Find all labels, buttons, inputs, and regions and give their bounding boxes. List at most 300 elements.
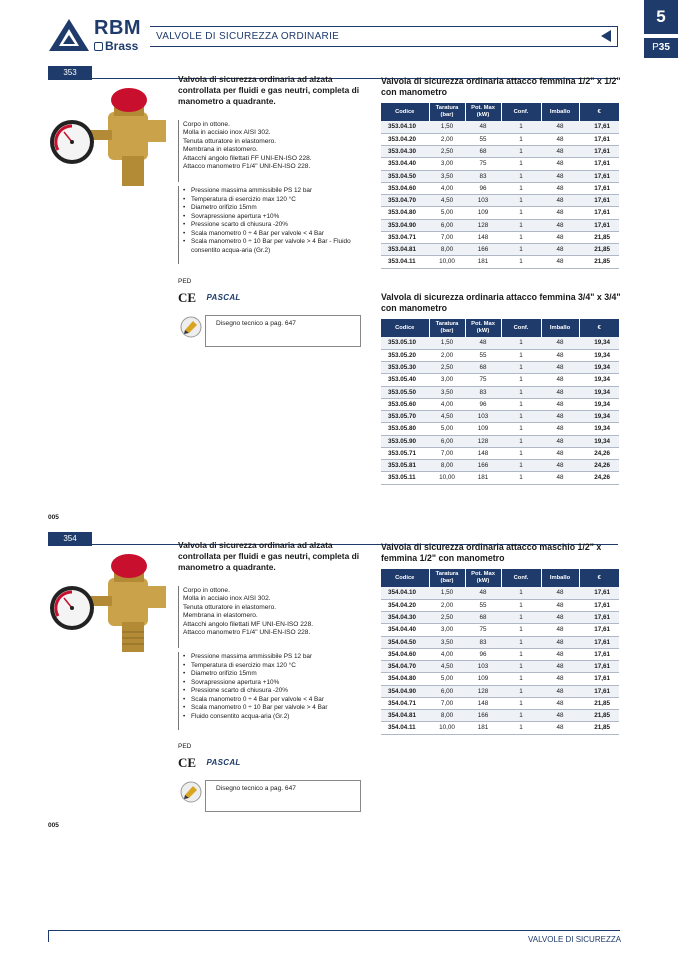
product-code-cell: 354.04.50 <box>381 636 429 648</box>
table-cell: 1,50 <box>429 587 465 599</box>
table-cell: 128 <box>465 435 501 447</box>
table-cell: 3,00 <box>429 374 465 386</box>
column-header: Pot. Max (kW) <box>465 569 501 587</box>
description-line: Tenuta otturatore in elastomero. <box>183 603 277 611</box>
table-cell: 48 <box>541 411 579 423</box>
product-code-cell: 353.05.71 <box>381 447 429 459</box>
product-code-cell: 353.05.81 <box>381 460 429 472</box>
price-cell: 17,61 <box>579 158 619 170</box>
header-rule <box>150 46 618 47</box>
table-cell: 48 <box>541 447 579 459</box>
table-row <box>381 349 619 361</box>
table-cell: 48 <box>541 697 579 709</box>
product-code-cell: 353.04.80 <box>381 207 429 219</box>
table-cell: 48 <box>541 158 579 170</box>
feature-item: • Sovrapressione apertura +10% <box>183 213 368 222</box>
price-table <box>381 569 619 735</box>
product-code-cell: 353.05.40 <box>381 374 429 386</box>
table-cell: 48 <box>541 374 579 386</box>
table-cell: 1 <box>501 398 541 410</box>
product-code-cell: 354.04.71 <box>381 697 429 709</box>
table-row <box>381 673 619 685</box>
feature-item: • Scala manometro 0 ÷ 10 Bar per valvole > 4 Bar - Fluido consentito acqua-aria (Gr.2) <box>183 238 368 255</box>
table-cell: 1 <box>501 587 541 599</box>
table-cell: 2,00 <box>429 133 465 145</box>
table-row <box>381 685 619 697</box>
table-cell: 181 <box>465 472 501 484</box>
table-cell: 166 <box>465 244 501 256</box>
table-cell: 48 <box>541 624 579 636</box>
table-cell: 1 <box>501 158 541 170</box>
table-row <box>381 158 619 170</box>
pascal-logo: PASCAL <box>206 293 241 302</box>
price-cell: 17,61 <box>579 219 619 231</box>
product-code-cell: 353.05.10 <box>381 337 429 349</box>
table-cell: 75 <box>465 158 501 170</box>
column-header: Imballo <box>541 569 579 587</box>
price-cell: 19,34 <box>579 398 619 410</box>
table-cell: 2,50 <box>429 146 465 158</box>
product-description <box>183 121 363 171</box>
price-cell: 21,85 <box>579 244 619 256</box>
table-cell: 48 <box>541 133 579 145</box>
pascal-logo: PASCAL <box>206 758 241 767</box>
table-cell: 1 <box>501 121 541 133</box>
table-cell: 4,00 <box>429 182 465 194</box>
price-cell: 21,85 <box>579 710 619 722</box>
table-cell: 109 <box>465 673 501 685</box>
chapter-number: 5 <box>644 0 678 34</box>
table-cell: 1 <box>501 710 541 722</box>
description-line: Membrana in elastomero. <box>183 612 258 620</box>
table-cell: 166 <box>465 460 501 472</box>
table-cell: 10,00 <box>429 472 465 484</box>
table-cell: 109 <box>465 423 501 435</box>
table-cell: 1 <box>501 612 541 624</box>
table-cell: 1 <box>501 472 541 484</box>
table-cell: 48 <box>541 207 579 219</box>
table-row <box>381 411 619 423</box>
table-cell: 48 <box>541 398 579 410</box>
description-line: Molla in acciaio inox AISI 302. <box>183 129 271 137</box>
table-cell: 181 <box>465 256 501 268</box>
table-cell: 48 <box>541 231 579 243</box>
table-cell: 1 <box>501 256 541 268</box>
table-row <box>381 182 619 194</box>
table-row <box>381 447 619 459</box>
brand-name: RBM <box>94 17 142 39</box>
footer-rule <box>48 930 620 931</box>
product-code-cell: 354.04.81 <box>381 710 429 722</box>
product-code-cell: 353.04.70 <box>381 195 429 207</box>
table-cell: 3,50 <box>429 386 465 398</box>
table-cell: 1 <box>501 648 541 660</box>
table-cell: 2,00 <box>429 349 465 361</box>
price-cell: 17,61 <box>579 146 619 158</box>
table-cell: 1 <box>501 349 541 361</box>
table-cell: 109 <box>465 207 501 219</box>
price-cell: 21,85 <box>579 697 619 709</box>
price-cell: 19,34 <box>579 362 619 374</box>
table-cell: 48 <box>541 349 579 361</box>
price-cell: 17,61 <box>579 121 619 133</box>
table-cell: 2,00 <box>429 599 465 611</box>
table-row <box>381 244 619 256</box>
price-cell: 17,61 <box>579 207 619 219</box>
table-cell: 1 <box>501 423 541 435</box>
product-code-cell: 354.04.30 <box>381 612 429 624</box>
description-line: Corpo in ottone. <box>183 121 230 128</box>
table-cell: 83 <box>465 386 501 398</box>
table-cell: 1 <box>501 362 541 374</box>
table-row <box>381 207 619 219</box>
ped-label: PED <box>178 278 192 285</box>
table-cell: 5,00 <box>429 673 465 685</box>
price-table <box>381 319 619 485</box>
technical-drawing-icon <box>180 781 202 803</box>
description-line: Attacchi angolo filettati MF UNI-EN-ISO 228. <box>183 620 314 628</box>
column-header: Conf. <box>501 103 541 121</box>
product-code-cell: 353.05.11 <box>381 472 429 484</box>
table-cell: 48 <box>541 386 579 398</box>
price-cell: 17,61 <box>579 624 619 636</box>
ce-mark: CE <box>178 290 197 305</box>
price-cell: 17,61 <box>579 648 619 660</box>
features-bar <box>178 186 179 264</box>
price-cell: 17,61 <box>579 170 619 182</box>
price-cell: 17,61 <box>579 182 619 194</box>
table-cell: 10,00 <box>429 722 465 734</box>
table-cell: 48 <box>541 337 579 349</box>
table-cell: 68 <box>465 362 501 374</box>
table-cell: 6,00 <box>429 685 465 697</box>
table-cell: 48 <box>541 612 579 624</box>
product-code-cell: 353.04.20 <box>381 133 429 145</box>
price-cell: 17,61 <box>579 636 619 648</box>
table-row <box>381 398 619 410</box>
table-cell: 103 <box>465 411 501 423</box>
product-code-cell: 354.04.60 <box>381 648 429 660</box>
table-cell: 48 <box>541 244 579 256</box>
price-cell: 24,26 <box>579 460 619 472</box>
table-cell: 5,00 <box>429 207 465 219</box>
table-row <box>381 386 619 398</box>
table-row <box>381 337 619 349</box>
price-cell: 17,61 <box>579 133 619 145</box>
product-code-tab: 353 <box>48 66 92 80</box>
table-cell: 7,00 <box>429 447 465 459</box>
product-code-cell: 353.05.30 <box>381 362 429 374</box>
table-cell: 96 <box>465 398 501 410</box>
table-cell: 48 <box>541 170 579 182</box>
table-cell: 1 <box>501 685 541 697</box>
table-cell: 4,50 <box>429 661 465 673</box>
section-title: VALVOLE DI SICUREZZA ORDINARIE <box>156 31 340 42</box>
table-cell: 1 <box>501 231 541 243</box>
table-cell: 148 <box>465 697 501 709</box>
product-code-cell: 354.04.11 <box>381 722 429 734</box>
table-row <box>381 648 619 660</box>
table-cell: 55 <box>465 599 501 611</box>
table-cell: 48 <box>541 472 579 484</box>
price-cell: 19,34 <box>579 386 619 398</box>
table-cell: 1 <box>501 170 541 182</box>
table-cell: 1 <box>501 386 541 398</box>
product-description <box>183 587 363 637</box>
table-cell: 48 <box>541 362 579 374</box>
feature-list <box>183 653 368 721</box>
column-header: Taratura (bar) <box>429 319 465 337</box>
table-row <box>381 722 619 734</box>
table-cell: 48 <box>541 121 579 133</box>
table-cell: 48 <box>541 710 579 722</box>
table-cell: 48 <box>541 423 579 435</box>
drawing-reference[interactable] <box>205 780 361 812</box>
table-row <box>381 133 619 145</box>
table-cell: 48 <box>541 722 579 734</box>
feature-item: • Temperatura di esercizio max 120 °C <box>183 196 368 205</box>
table-cell: 48 <box>541 599 579 611</box>
table-cell: 68 <box>465 146 501 158</box>
feature-item: • Pressione massima ammissibile PS 12 bar <box>183 187 368 196</box>
table-cell: 128 <box>465 219 501 231</box>
safety-valve-image <box>50 548 170 663</box>
table-row <box>381 256 619 268</box>
product-code-cell: 353.04.10 <box>381 121 429 133</box>
column-header: Conf. <box>501 319 541 337</box>
price-cell: 21,85 <box>579 256 619 268</box>
product-code-cell: 353.04.11 <box>381 256 429 268</box>
price-cell: 24,26 <box>579 447 619 459</box>
table-row <box>381 170 619 182</box>
description-line: Attacchi angolo filettati FF UNI-EN-ISO 228. <box>183 154 312 162</box>
product-code-cell: 353.04.81 <box>381 244 429 256</box>
footer-title: VALVOLE DI SICUREZZA <box>528 935 622 944</box>
table-cell: 1 <box>501 722 541 734</box>
table-row <box>381 195 619 207</box>
table-cell: 68 <box>465 612 501 624</box>
technical-drawing-icon <box>180 316 202 338</box>
product-code-cell: 353.04.60 <box>381 182 429 194</box>
feature-item: • Temperatura di esercizio max 120 °C <box>183 662 368 671</box>
column-header: Codice <box>381 103 429 121</box>
table-row <box>381 587 619 599</box>
table-cell: 4,00 <box>429 648 465 660</box>
table-row <box>381 362 619 374</box>
description-line: Membrana in elastomero. <box>183 146 258 154</box>
product-code-cell: 353.04.40 <box>381 158 429 170</box>
table-cell: 55 <box>465 349 501 361</box>
table-row <box>381 636 619 648</box>
price-cell: 17,61 <box>579 599 619 611</box>
product-code-cell: 354.04.10 <box>381 587 429 599</box>
table-cell: 3,50 <box>429 170 465 182</box>
price-cell: 17,61 <box>579 685 619 697</box>
description-line: Tenuta otturatore in elastomero. <box>183 137 277 145</box>
table-cell: 8,00 <box>429 710 465 722</box>
table-cell: 1 <box>501 244 541 256</box>
certification-marks <box>178 290 241 304</box>
table-row <box>381 661 619 673</box>
section-code: 005 <box>48 822 59 829</box>
table-cell: 1 <box>501 673 541 685</box>
ped-label: PED <box>178 743 192 750</box>
table-cell: 4,50 <box>429 195 465 207</box>
feature-item: • Fluido consentito acqua-aria (Gr.2) <box>183 713 368 722</box>
table-cell: 1 <box>501 219 541 231</box>
table-cell: 1 <box>501 661 541 673</box>
product-code-cell: 354.04.90 <box>381 685 429 697</box>
table-cell: 4,00 <box>429 398 465 410</box>
feature-item: • Pressione massima ammissibile PS 12 bar <box>183 653 368 662</box>
table-cell: 1 <box>501 146 541 158</box>
description-line: Attacco manometro F1/4" UNI-EN-ISO 228. <box>183 163 311 171</box>
product-code-cell: 353.04.71 <box>381 231 429 243</box>
table-cell: 1 <box>501 697 541 709</box>
table-cell: 166 <box>465 710 501 722</box>
column-header: Codice <box>381 319 429 337</box>
price-cell: 19,34 <box>579 435 619 447</box>
feature-item: • Scala manometro 0 ÷ 4 Bar per valvole < 4 Bar <box>183 230 368 239</box>
table-cell: 1 <box>501 599 541 611</box>
column-header: Codice <box>381 569 429 587</box>
table-row <box>381 472 619 484</box>
price-cell: 17,61 <box>579 195 619 207</box>
description-line: Attacco manometro F1/4" UNI-EN-ISO 228. <box>183 629 311 637</box>
table-row <box>381 374 619 386</box>
back-arrow-icon[interactable] <box>600 29 612 43</box>
table-cell: 48 <box>541 636 579 648</box>
price-cell: 17,61 <box>579 673 619 685</box>
table-cell: 96 <box>465 182 501 194</box>
product-code-cell: 353.05.60 <box>381 398 429 410</box>
table-cell: 48 <box>541 587 579 599</box>
table-cell: 1 <box>501 636 541 648</box>
table-cell: 6,00 <box>429 435 465 447</box>
table-cell: 96 <box>465 648 501 660</box>
price-cell: 17,61 <box>579 661 619 673</box>
feature-item: • Sovrapressione apertura +10% <box>183 679 368 688</box>
product-code-cell: 354.04.80 <box>381 673 429 685</box>
feature-list <box>183 187 368 255</box>
table-cell: 75 <box>465 624 501 636</box>
table-header-row <box>381 319 619 337</box>
table-cell: 1 <box>501 435 541 447</box>
price-cell: 21,85 <box>579 231 619 243</box>
ce-mark: CE <box>178 755 197 770</box>
brand-sub: Brass <box>94 39 138 53</box>
table-cell: 83 <box>465 636 501 648</box>
table-cell: 83 <box>465 170 501 182</box>
product-code-cell: 353.05.80 <box>381 423 429 435</box>
table-cell: 1 <box>501 411 541 423</box>
table-row <box>381 435 619 447</box>
column-header: Taratura (bar) <box>429 569 465 587</box>
table-row <box>381 460 619 472</box>
table-cell: 6,00 <box>429 219 465 231</box>
price-cell: 24,26 <box>579 472 619 484</box>
table-row <box>381 423 619 435</box>
product-code-cell: 353.05.50 <box>381 386 429 398</box>
table-cell: 103 <box>465 661 501 673</box>
drawing-reference-text: Disegno tecnico a pag. 647 <box>216 785 296 792</box>
column-header: Taratura (bar) <box>429 103 465 121</box>
table-row <box>381 710 619 722</box>
column-header: Pot. Max (kW) <box>465 319 501 337</box>
product-code-cell: 353.05.90 <box>381 435 429 447</box>
drawing-reference-text: Disegno tecnico a pag. 647 <box>216 320 296 327</box>
price-cell: 19,34 <box>579 411 619 423</box>
price-cell: 19,34 <box>579 374 619 386</box>
table-cell: 48 <box>541 648 579 660</box>
table-cell: 48 <box>465 587 501 599</box>
description-line: Corpo in ottone. <box>183 587 230 594</box>
product-code-cell: 353.04.50 <box>381 170 429 182</box>
description-line: Molla in acciaio inox AISI 302. <box>183 595 271 603</box>
table-cell: 48 <box>465 121 501 133</box>
product-code-cell: 354.04.70 <box>381 661 429 673</box>
table-cell: 103 <box>465 195 501 207</box>
table-cell: 48 <box>541 460 579 472</box>
table-cell: 1 <box>501 133 541 145</box>
table-cell: 48 <box>541 146 579 158</box>
certification-marks <box>178 755 241 769</box>
table-cell: 148 <box>465 231 501 243</box>
column-header: Conf. <box>501 569 541 587</box>
table-cell: 1 <box>501 624 541 636</box>
feature-item: • Diametro orifizio 15mm <box>183 670 368 679</box>
table-cell: 1 <box>501 182 541 194</box>
table-title: Valvola di sicurezza ordinaria attacco femmina 1/2" x 1/2" con manometro <box>381 76 621 97</box>
drawing-reference[interactable] <box>205 315 361 347</box>
table-cell: 1,50 <box>429 337 465 349</box>
product-code-cell: 353.05.20 <box>381 349 429 361</box>
table-cell: 4,50 <box>429 411 465 423</box>
table-cell: 8,00 <box>429 244 465 256</box>
table-row <box>381 146 619 158</box>
price-cell: 19,34 <box>579 349 619 361</box>
feature-item: • Scala manometro 0 ÷ 4 Bar per valvole < 4 Bar <box>183 696 368 705</box>
table-header-row <box>381 569 619 587</box>
table-cell: 1,50 <box>429 121 465 133</box>
product-code-cell: 354.04.20 <box>381 599 429 611</box>
price-cell: 17,61 <box>579 587 619 599</box>
product-code-cell: 353.05.70 <box>381 411 429 423</box>
safety-valve-image <box>50 82 170 197</box>
table-cell: 48 <box>541 661 579 673</box>
table-cell: 48 <box>541 685 579 697</box>
product-code-cell: 353.04.30 <box>381 146 429 158</box>
table-cell: 7,00 <box>429 697 465 709</box>
page-number: P35 <box>644 38 678 58</box>
price-table <box>381 103 619 269</box>
table-title: Valvola di sicurezza ordinaria attacco femmina 3/4" x 3/4" con manometro <box>381 292 621 313</box>
table-cell: 8,00 <box>429 460 465 472</box>
table-cell: 1 <box>501 207 541 219</box>
table-row <box>381 697 619 709</box>
footer-tick <box>48 930 49 942</box>
column-header: € <box>579 319 619 337</box>
table-row <box>381 624 619 636</box>
table-cell: 48 <box>541 256 579 268</box>
rbm-triangle-icon <box>48 18 90 52</box>
table-cell: 1 <box>501 460 541 472</box>
table-title: Valvola di sicurezza ordinaria attacco maschio 1/2" x femmina 1/2" con manometro <box>381 542 602 563</box>
description-bar <box>178 120 179 182</box>
feature-item: • Pressione scarto di chiusura -20% <box>183 221 368 230</box>
product-code-cell: 354.04.40 <box>381 624 429 636</box>
table-row <box>381 612 619 624</box>
